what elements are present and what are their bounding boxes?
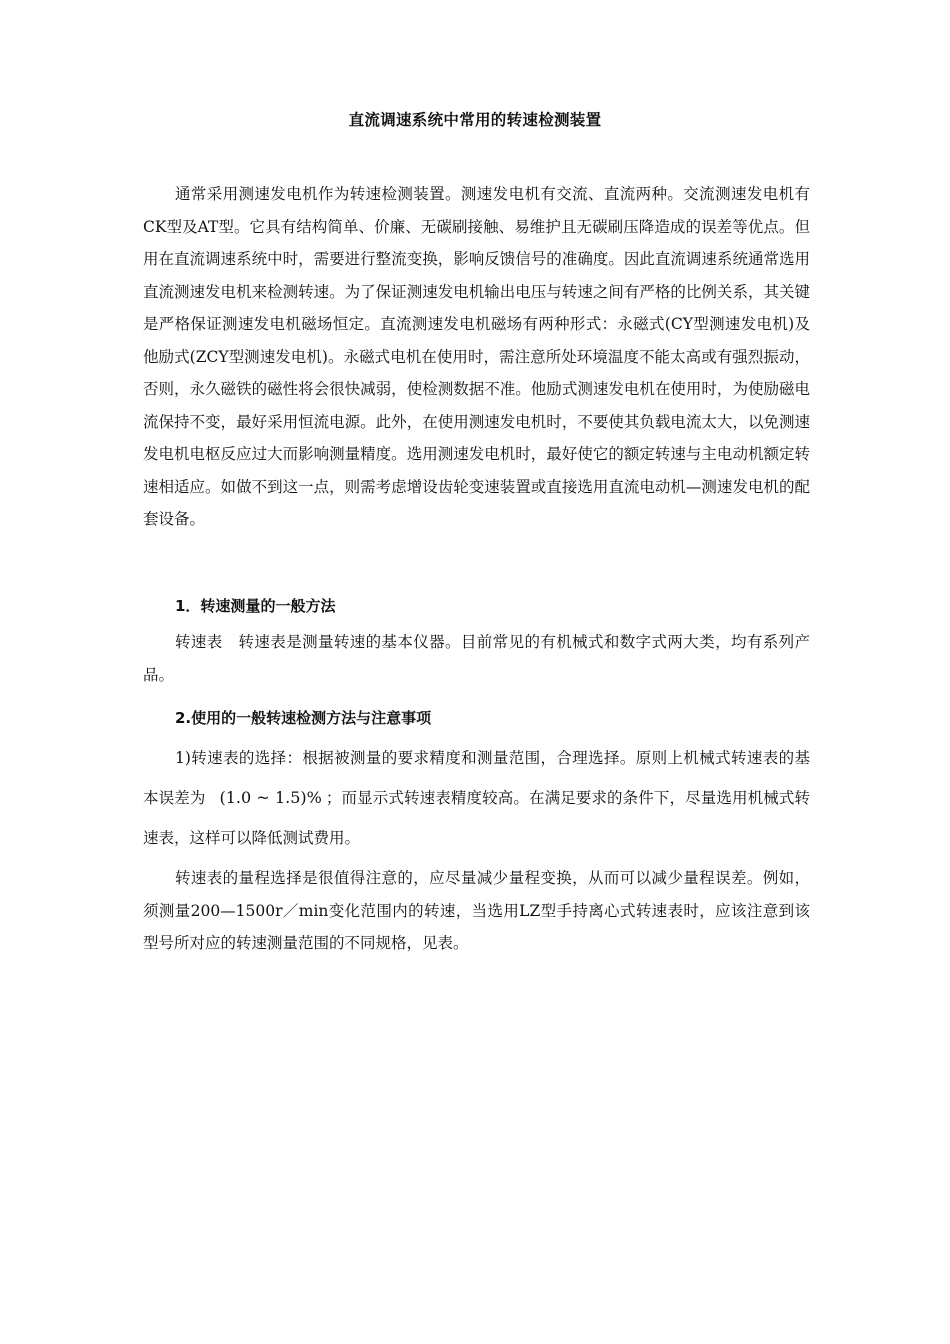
section-1-paragraph: 转速表 转速表是测量转速的基本仪器。目前常见的有机械式和数字式两大类，均有系列产品。 bbox=[143, 633, 810, 684]
section-2-text-before: 1)转速表的选择：根据被测量的要求精度和测量范围，合理选择。原则上机械式转速表的基本误差为 bbox=[143, 749, 810, 807]
section-1-heading: 1．转速测量的一般方法 bbox=[175, 597, 336, 615]
error-range-formula: (1.0 ~ 1.5)% bbox=[219, 788, 322, 807]
document-title: 直流调速系统中常用的转速检测装置 bbox=[348, 111, 602, 129]
section-2-paragraph bbox=[143, 738, 810, 858]
section-2-heading: 2.使用的一般转速检测方法与注意事项 bbox=[175, 709, 432, 727]
intro-paragraph: 通常采用测速发电机作为转速检测装置。测速发电机有交流、直流两种。交流测速发电机有CK型及AT型。它具有结构简单、价廉、无碳刷接触、易维护且无碳刷压降造成的误差等优点。但用在直流调速系统中时，需要进行整流变换，影响反馈信号的准确度。因此直流调速系统通常选用直流测速发电机来检测转速。为了保证测速发电机输出电压与转速之间有严格的比例关系，其关键是严格保证测速发电机磁场恒定。直流测速发电机磁场有两种形式：永磁式(CY型测速发电机)及他励式(ZCY型测速发电机)。永磁式电机在使用时，需注意所处环境温度不能太高或有强烈振动，否则，永久磁铁的磁性将会很快减弱，使检测数据不准。他励式测速发电机在使用时，为使励磁电流保持不变，最好采用恒流电源。此外，在使用测速发电机时，不要使其负载电流太大，以免测速发电机电枢反应过大而影响测量精度。选用测速发电机时，最好使它的额定转速与主电动机额定转速相适应。如做不到这一点，则需考虑增设齿轮变速装置或直接选用直流电动机—测速发电机的配套设备。 bbox=[143, 185, 810, 528]
section-2-text-after: ；而显示式转速表精度较高。在满足要求的条件下，尽量选用机械式转速表，这样可以降低测试费用。 bbox=[143, 789, 810, 847]
range-selection-paragraph: 转速表的量程选择是很值得注意的，应尽量减少量程变换，从而可以减少量程误差。例如，须测量200—1500r／min变化范围内的转速，当选用LZ型手持离心式转速表时，应该注意到该型号所对应的转速测量范围的不同规格，见表。 bbox=[143, 869, 810, 952]
